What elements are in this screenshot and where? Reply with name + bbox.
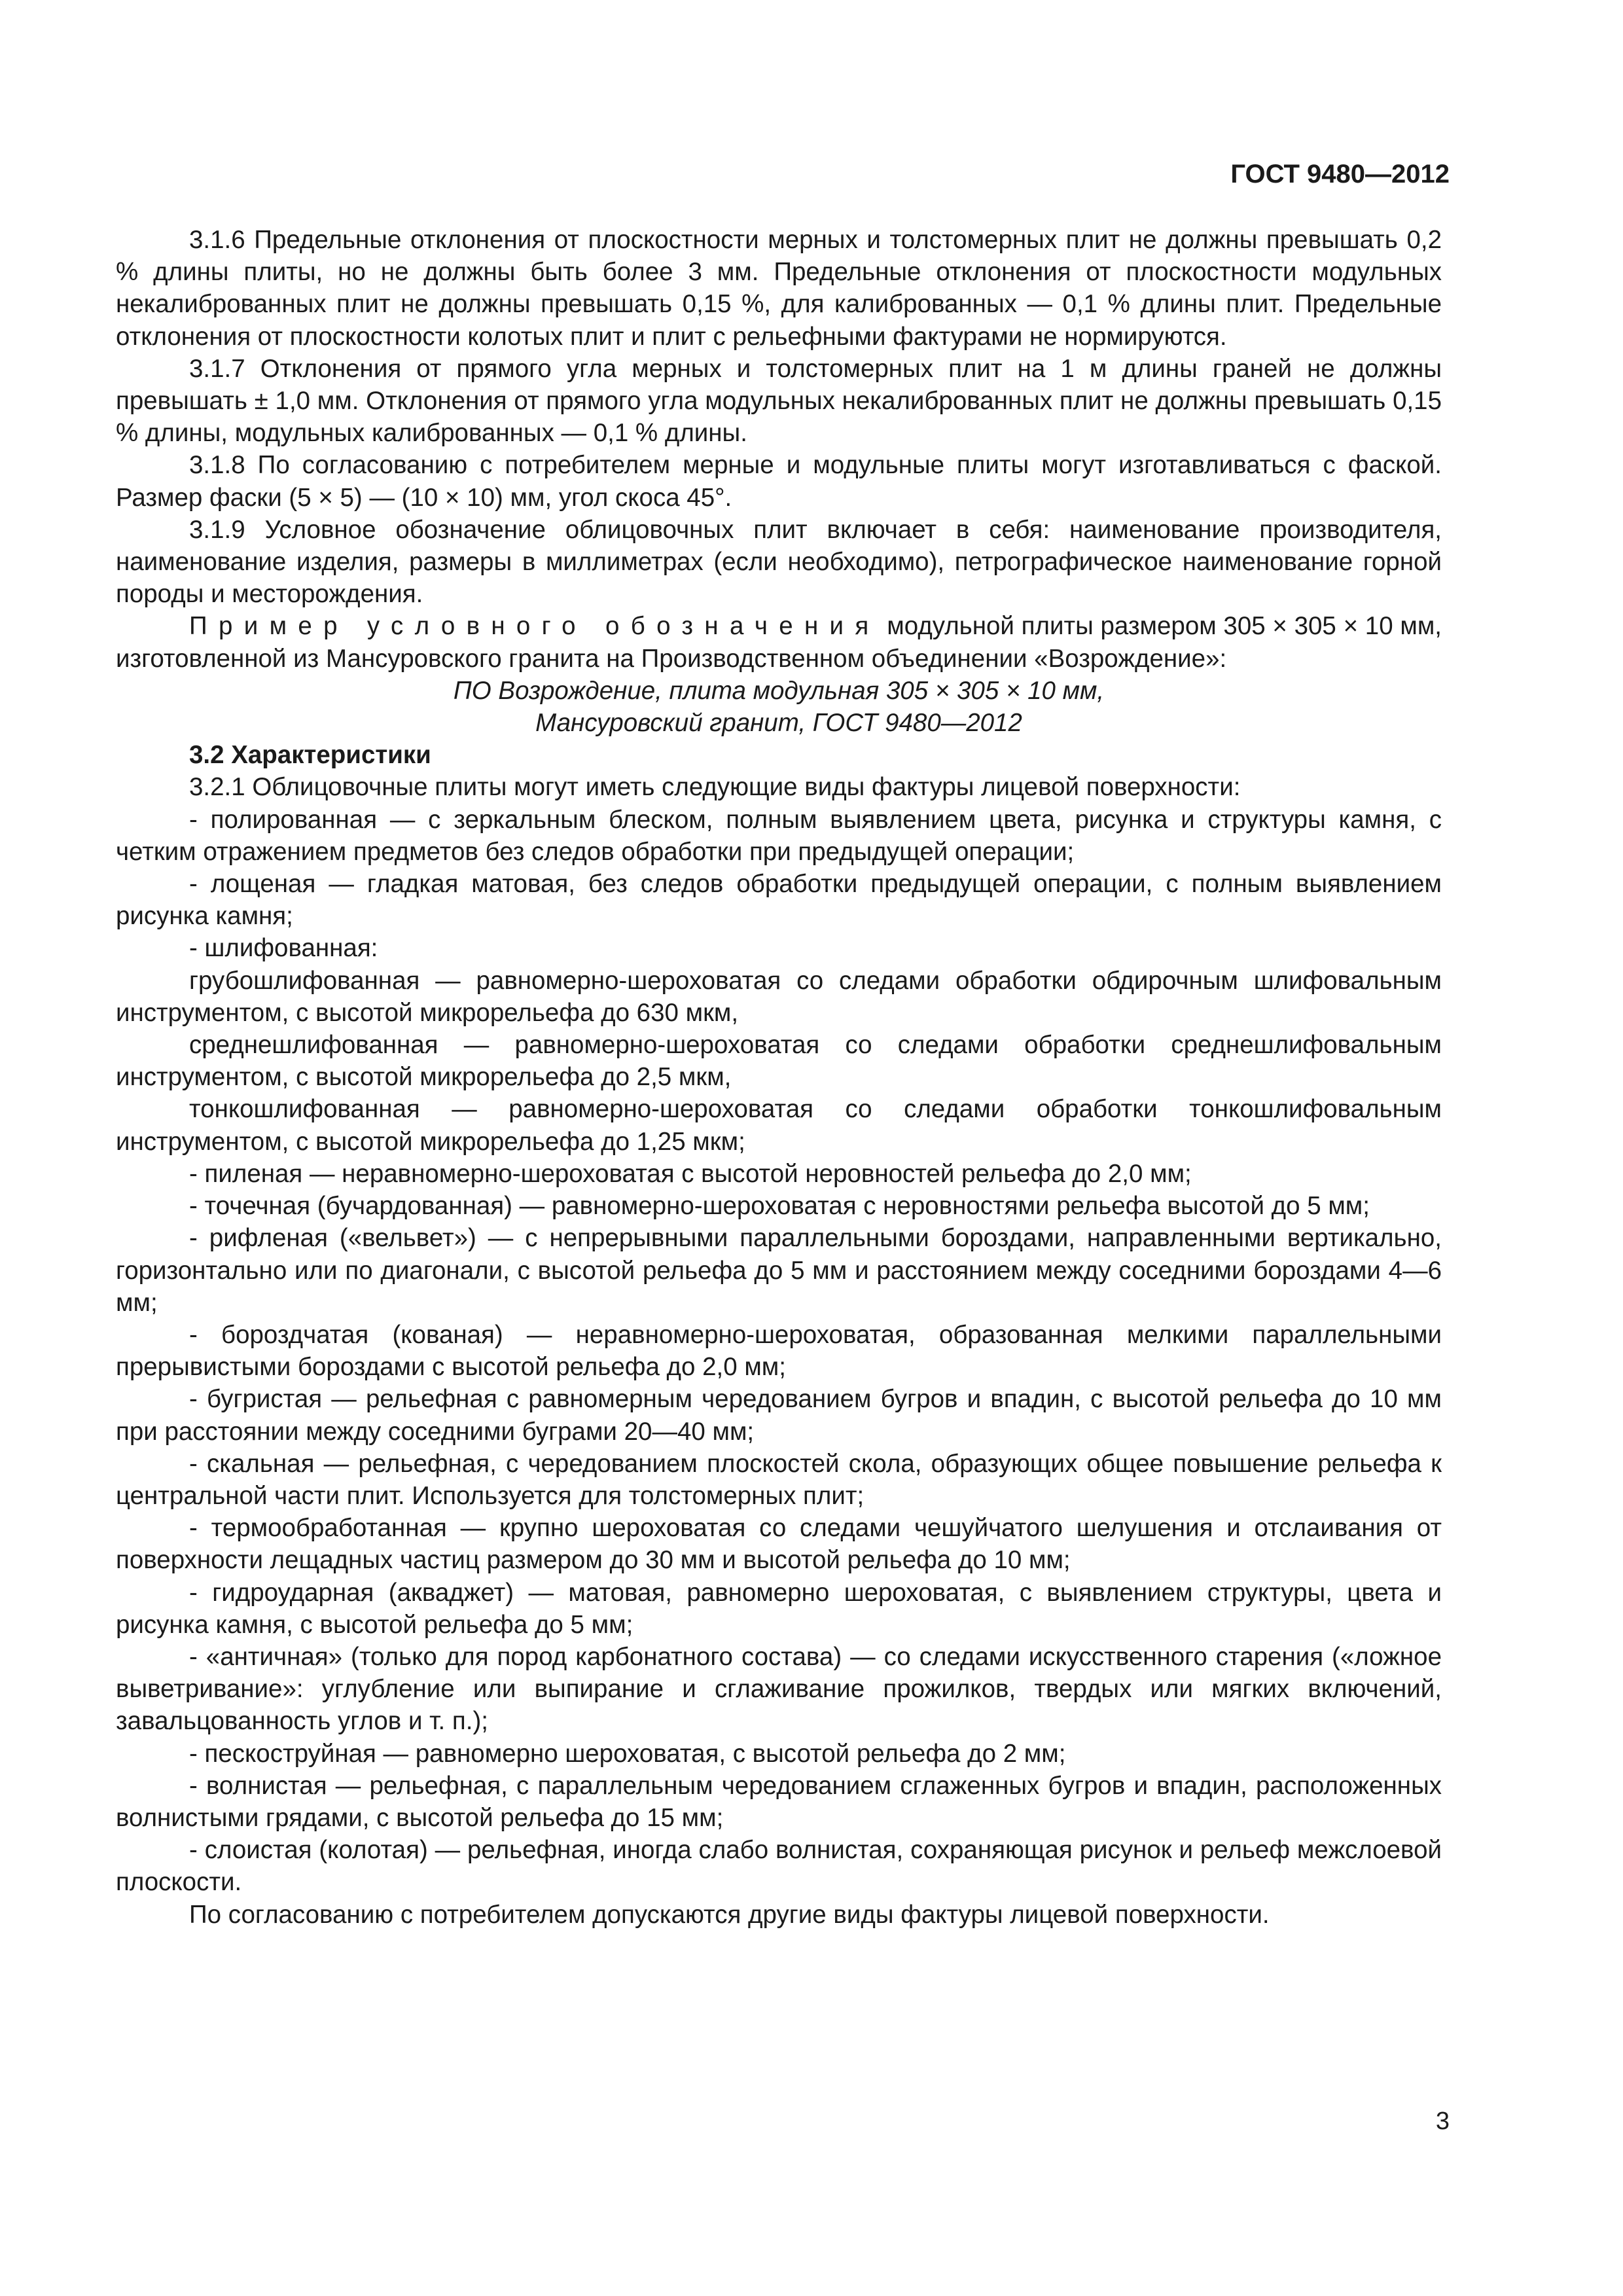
list-item: - гидроударная (акваджет) — матовая, равномерно шероховатая, с выявлением структуры, цвета и рисунка камня, с высотой рельефа до 5 мм; xyxy=(116,1578,1442,1639)
sub-list-item: грубошлифованная — равномерно-шероховатая со следами обработки обдирочным шлифовальным инструментом, с высотой микрорельефа до 630 мкм, xyxy=(116,966,1442,1027)
clause-3-1-6: 3.1.6 Предельные отклонения от плоскостности мерных и толстомерных плит не должны превышать 0,2 % длины плиты, но не должны быть более 3 мм. Предельные отклонения от плоскостности модульных некалиброванных плит не должны превышать 0,15 %, для калиброванных — 0,1 % длины плит. Предельные отклонения от плоскостности колотых плит и плит с рельефными фактурами не нормируются. xyxy=(116,226,1442,351)
section-heading-3-2: 3.2 Характеристики xyxy=(189,741,431,770)
designation-example xyxy=(116,610,1442,674)
list-item: - слоистая (колотая) — рельефная, иногда слабо волнистая, сохраняющая рисунок и рельеф межслоевой плоскости. xyxy=(116,1836,1442,1897)
list-item: - термообработанная — крупно шероховатая со следами чешуйчатого шелушения и отслаивания от поверхности лещадных частиц размером до 30 мм и высотой рельефа до 10 мм; xyxy=(116,1514,1442,1575)
document-body xyxy=(116,224,1442,1931)
clause-3-1-8: 3.1.8 По согласованию с потребителем мерные и модульные плиты могут изготавливаться с фаской. Размер фаски (5 × 5) — (10 × 10) мм, угол скоса 45°. xyxy=(116,451,1442,512)
example-label: Пример условного обозначения xyxy=(189,612,880,641)
sub-list-item: среднешлифованная — равномерно-шероховатая со следами обработки среднешлифовальным инструментом, с высотой микрорельефа до 2,5 мкм, xyxy=(116,1031,1442,1092)
list-item: - скальная — рельефная, с чередованием плоскостей скола, образующих общее повышение рельефа к центральной части плит. Используется для толстомерных плит; xyxy=(116,1449,1442,1510)
list-item: - «античная» (только для пород карбонатного состава) — со следами искусственного старения («ложное выветривание»: углубление или выпирание и сглаживание прожилков, твердых или мягких включений, завальцованность углов и т. п.); xyxy=(116,1642,1442,1736)
clause-3-1-9: 3.1.9 Условное обозначение облицовочных плит включает в себя: наименование производителя, наименование изделия, размеры в миллиметрах (если необходимо), петрографическое наименование горной породы и месторождения. xyxy=(116,515,1442,609)
list-item: - бугристая — рельефная с равномерным чередованием бугров и впадин, с высотой рельефа до 10 мм при расстоянии между соседними буграми 20—40 мм; xyxy=(116,1385,1442,1446)
list-item: - пиленая — неравномерно-шероховатая с высотой неровностей рельефа до 2,0 мм; xyxy=(189,1159,1192,1188)
list-item: - бороздчатая (кованая) — неравномерно-шероховатая, образованная мелкими параллельными прерывистыми бороздами с высотой рельефа до 2,0 мм; xyxy=(116,1320,1442,1382)
example-designation-line-1: ПО Возрождение, плита модульная 305 × 305 × 10 мм, xyxy=(453,676,1105,705)
page-number: 3 xyxy=(1435,2108,1450,2135)
closing-paragraph: По согласованию с потребителем допускаются другие виды фактуры лицевой поверхности. xyxy=(189,1900,1270,1929)
document-code-header: ГОСТ 9480—2012 xyxy=(1230,160,1450,188)
example-designation-line-2: Мансуровский гранит, ГОСТ 9480—2012 xyxy=(535,709,1022,738)
clause-3-2-1: 3.2.1 Облицовочные плиты могут иметь следующие виды фактуры лицевой поверхности: xyxy=(189,773,1241,802)
list-item: - точечная (бучардованная) — равномерно-шероховатая с неровностями рельефа высотой до 5 мм; xyxy=(189,1192,1370,1221)
list-item: - пескоструйная — равномерно шероховатая, с высотой рельефа до 2 мм; xyxy=(189,1739,1066,1768)
list-item: - рифленая («вельвет») — с непрерывными параллельными бороздами, направленными вертикально, горизонтально или по диагонали, с высотой рельефа до 5 мм и расстоянием между соседними бороздами 4—6 мм; xyxy=(116,1224,1442,1317)
list-item: - шлифованная: xyxy=(189,934,378,963)
list-item: - полированная — с зеркальным блеском, полным выявлением цвета, рисунка и структуры камня, с четким отражением предметов без следов обработки при предыдущей операции; xyxy=(116,805,1442,866)
example-text: модульной плиты размером 305 × 305 × 10 мм, изготовленной из Мансуровского гранита на Производственном объединении «Возрождение»: xyxy=(116,612,1442,673)
sub-list-item: тонкошлифованная — равномерно-шероховатая со следами обработки тонкошлифовальным инструментом, с высотой микрорельефа до 1,25 мкм; xyxy=(116,1095,1442,1156)
list-item: - волнистая — рельефная, с параллельным чередованием сглаженных бугров и впадин, расположенных волнистыми грядами, с высотой рельефа до 15 мм; xyxy=(116,1771,1442,1832)
list-item: - лощеная — гладкая матовая, без следов обработки предыдущей операции, с полным выявлением рисунка камня; xyxy=(116,870,1442,931)
clause-3-1-7: 3.1.7 Отклонения от прямого угла мерных и толстомерных плит на 1 м длины граней не должны превышать ± 1,0 мм. Отклонения от прямого угла модульных некалиброванных плит не должны превышать 0,15 % длины, модульных калиброванных — 0,1 % длины. xyxy=(116,354,1442,448)
